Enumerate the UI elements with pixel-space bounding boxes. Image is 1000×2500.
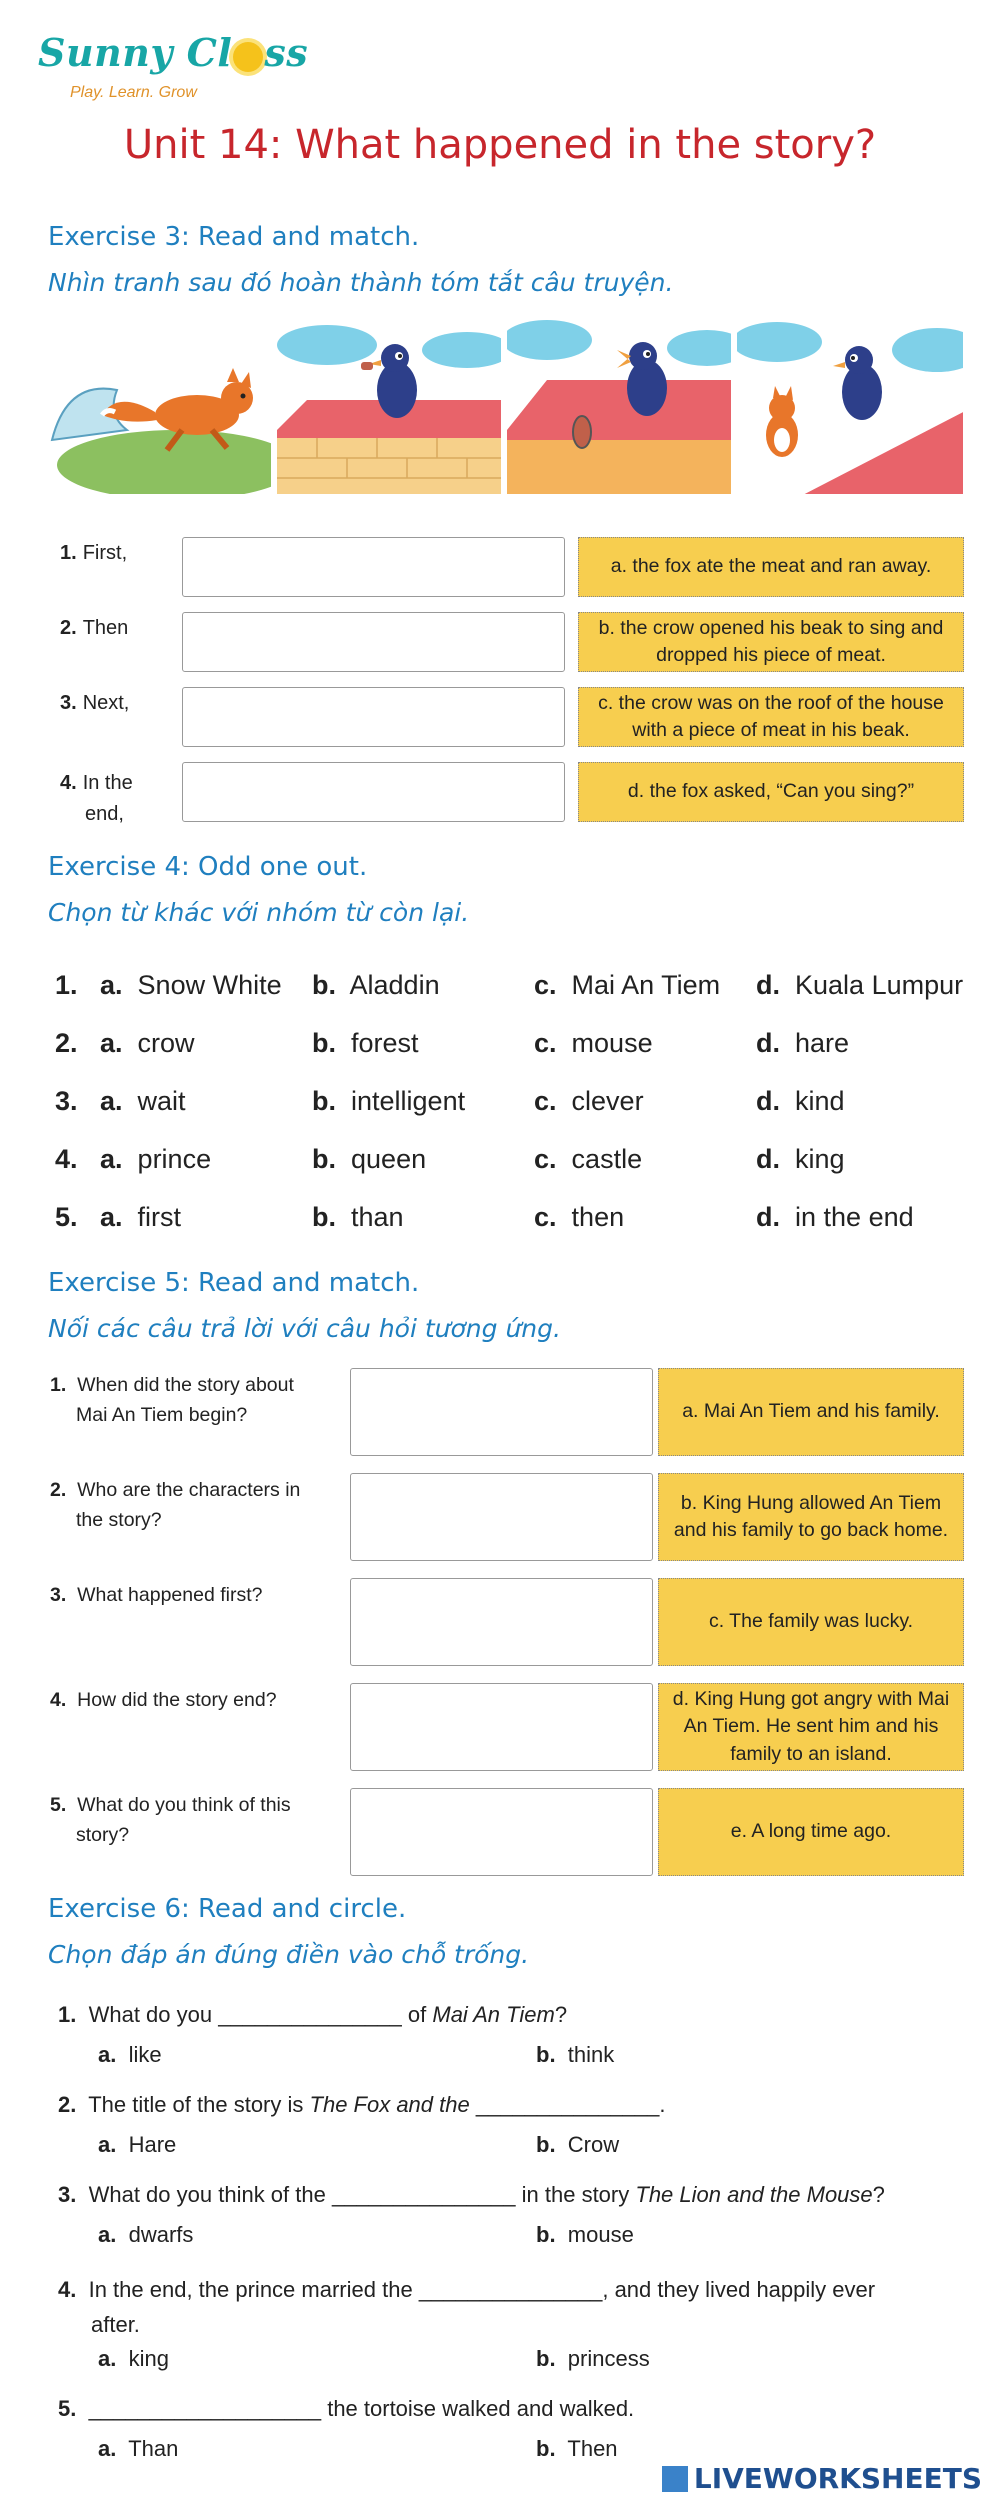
ex6-q2-option-b[interactable]: b. Crow xyxy=(536,2132,620,2157)
ex4-q3-option-b[interactable]: b. intelligent xyxy=(312,1086,466,1116)
ex6-question-1: 1. What do you _______________ of Mai An Tiem? xyxy=(58,2002,568,2027)
ex6-q5-option-b[interactable]: b. Then xyxy=(536,2436,618,2461)
ex4-row-number: 2. xyxy=(55,1028,78,1058)
ex3-answer-c[interactable]: c. the crow was on the roof of the house with a piece of meat in his beak. xyxy=(578,687,964,747)
ex6-question-3: 3. What do you think of the _______________ in the story The Lion and the Mouse? xyxy=(58,2182,885,2207)
ex5-answer-e[interactable]: e. A long time ago. xyxy=(658,1788,964,1876)
ex6-q3-option-a[interactable]: a. dwarfs xyxy=(98,2222,194,2247)
exercise-6-title: Exercise 6: Read and circle. xyxy=(48,1894,407,1924)
liveworksheets-brand: LIVEWORKSHEETS xyxy=(662,2462,982,2495)
ex4-q2-option-a[interactable]: a. crow xyxy=(100,1028,195,1058)
ex3-blank-3[interactable] xyxy=(182,687,565,747)
exercise-3-subtitle: Nhìn tranh sau đó hoàn thành tóm tắt câu truyện. xyxy=(48,268,674,297)
ex5-answer-c[interactable]: c. The family was lucky. xyxy=(658,1578,964,1666)
ex5-blank-5[interactable] xyxy=(350,1788,653,1876)
ex4-q1-option-a[interactable]: a. Snow White xyxy=(100,970,282,1000)
ex5-question-5: 5. What do you think of this story? xyxy=(50,1794,291,1847)
ex4-q2-option-b[interactable]: b. forest xyxy=(312,1028,419,1058)
ex4-row-number: 1. xyxy=(55,970,78,1000)
ex3-prompt-2: 2. Then xyxy=(60,617,129,639)
ex5-blank-3[interactable] xyxy=(350,1578,653,1666)
ex3-answer-d[interactable]: d. the fox asked, “Can you sing?” xyxy=(578,762,964,822)
ex6-q1-option-a[interactable]: a. like xyxy=(98,2042,162,2067)
ex5-answer-a[interactable]: a. Mai An Tiem and his family. xyxy=(658,1368,964,1456)
crow-on-roof-scene xyxy=(275,318,503,496)
ex4-q4-option-a[interactable]: a. prince xyxy=(100,1144,212,1174)
ex3-answer-a[interactable]: a. the fox ate the meat and ran away. xyxy=(578,537,964,597)
story-pictures xyxy=(45,318,965,496)
sun-icon xyxy=(233,42,263,72)
ex4-row-number: 5. xyxy=(55,1202,78,1232)
ex6-q5-option-a[interactable]: a. Than xyxy=(98,2436,179,2461)
ex4-q5-option-d[interactable]: d. in the end xyxy=(756,1202,914,1232)
ex3-prompt-4: 4. In the end, xyxy=(60,772,133,825)
ex3-blank-4[interactable] xyxy=(182,762,565,822)
ex5-blank-2[interactable] xyxy=(350,1473,653,1561)
ex5-question-1: 1. When did the story about Mai An Tiem begin? xyxy=(50,1374,294,1427)
ex6-question-2: 2. The title of the story is The Fox and the _______________. xyxy=(58,2092,666,2117)
exercise-3-title: Exercise 3: Read and match. xyxy=(48,222,420,252)
ex5-blank-4[interactable] xyxy=(350,1683,653,1771)
ex4-q4-option-b[interactable]: b. queen xyxy=(312,1144,427,1174)
ex6-q2-option-a[interactable]: a. Hare xyxy=(98,2132,177,2157)
ex4-q3-option-a[interactable]: a. wait xyxy=(100,1086,186,1116)
ex4-q1-option-c[interactable]: c. Mai An Tiem xyxy=(534,970,721,1000)
ex4-q2-option-d[interactable]: d. hare xyxy=(756,1028,850,1058)
ex5-blank-1[interactable] xyxy=(350,1368,653,1456)
liveworksheets-logo-icon xyxy=(662,2466,688,2492)
ex6-q4-option-a[interactable]: a. king xyxy=(98,2346,169,2371)
ex3-blank-2[interactable] xyxy=(182,612,565,672)
ex6-q3-option-b[interactable]: b. mouse xyxy=(536,2222,634,2247)
ex4-q1-option-b[interactable]: b. Aladdin xyxy=(312,970,440,1000)
ex4-row-number: 4. xyxy=(55,1144,78,1174)
ex4-q5-option-b[interactable]: b. than xyxy=(312,1202,404,1232)
ex6-question-5: 5. ___________________ the tortoise walked and walked. xyxy=(58,2396,635,2421)
ex6-q4-option-b[interactable]: b. princess xyxy=(536,2346,650,2371)
ex5-answer-b[interactable]: b. King Hung allowed An Tiem and his family to go back home. xyxy=(658,1473,964,1561)
crow-singing-meat-scene xyxy=(505,318,733,496)
ex4-q5-option-a[interactable]: a. first xyxy=(100,1202,182,1232)
ex5-question-2: 2. Who are the characters in the story? xyxy=(50,1479,301,1532)
exercise-6-subtitle: Chọn đáp án đúng điền vào chỗ trống. xyxy=(48,1940,530,1969)
ex5-answer-d[interactable]: d. King Hung got angry with Mai An Tiem. He sent him and his family to an island. xyxy=(658,1683,964,1771)
page-title: Unit 14: What happened in the story? xyxy=(123,122,877,168)
exercise-5-title: Exercise 5: Read and match. xyxy=(48,1268,420,1298)
ex4-row-number: 3. xyxy=(55,1086,78,1116)
ex5-question-4: 4. How did the story end? xyxy=(50,1689,277,1711)
exercise-5-subtitle: Nối các câu trả lời với câu hỏi tương ứng. xyxy=(48,1314,561,1343)
ex6-q1-option-b[interactable]: b. think xyxy=(536,2042,615,2067)
fox-running-scene xyxy=(45,318,273,496)
ex5-question-3: 3. What happened first? xyxy=(50,1584,263,1606)
ex4-q1-option-d[interactable]: d. Kuala Lumpur xyxy=(756,970,964,1000)
exercise-4-subtitle: Chọn từ khác với nhóm từ còn lại. xyxy=(48,898,470,927)
ex4-q5-option-c[interactable]: c. then xyxy=(534,1202,625,1232)
logo: Sunny Cl ss xyxy=(38,30,309,75)
fox-and-crow-scene xyxy=(735,318,965,496)
ex4-q3-option-c[interactable]: c. clever xyxy=(534,1086,644,1116)
ex3-prompt-1: 1. First, xyxy=(60,542,128,564)
ex3-blank-1[interactable] xyxy=(182,537,565,597)
logo-tagline: Play. Learn. Grow xyxy=(70,84,197,101)
exercise-4-title: Exercise 4: Odd one out. xyxy=(48,852,368,882)
ex3-prompt-3: 3. Next, xyxy=(60,692,130,714)
ex4-q4-option-d[interactable]: d. king xyxy=(756,1144,845,1174)
ex4-q3-option-d[interactable]: d. kind xyxy=(756,1086,845,1116)
ex6-question-4: 4. In the end, the prince married the _______________, and they lived happily ever after. xyxy=(58,2277,876,2338)
ex3-answer-b[interactable]: b. the crow opened his beak to sing and dropped his piece of meat. xyxy=(578,612,964,672)
ex4-q2-option-c[interactable]: c. mouse xyxy=(534,1028,653,1058)
ex4-q4-option-c[interactable]: c. castle xyxy=(534,1144,643,1174)
